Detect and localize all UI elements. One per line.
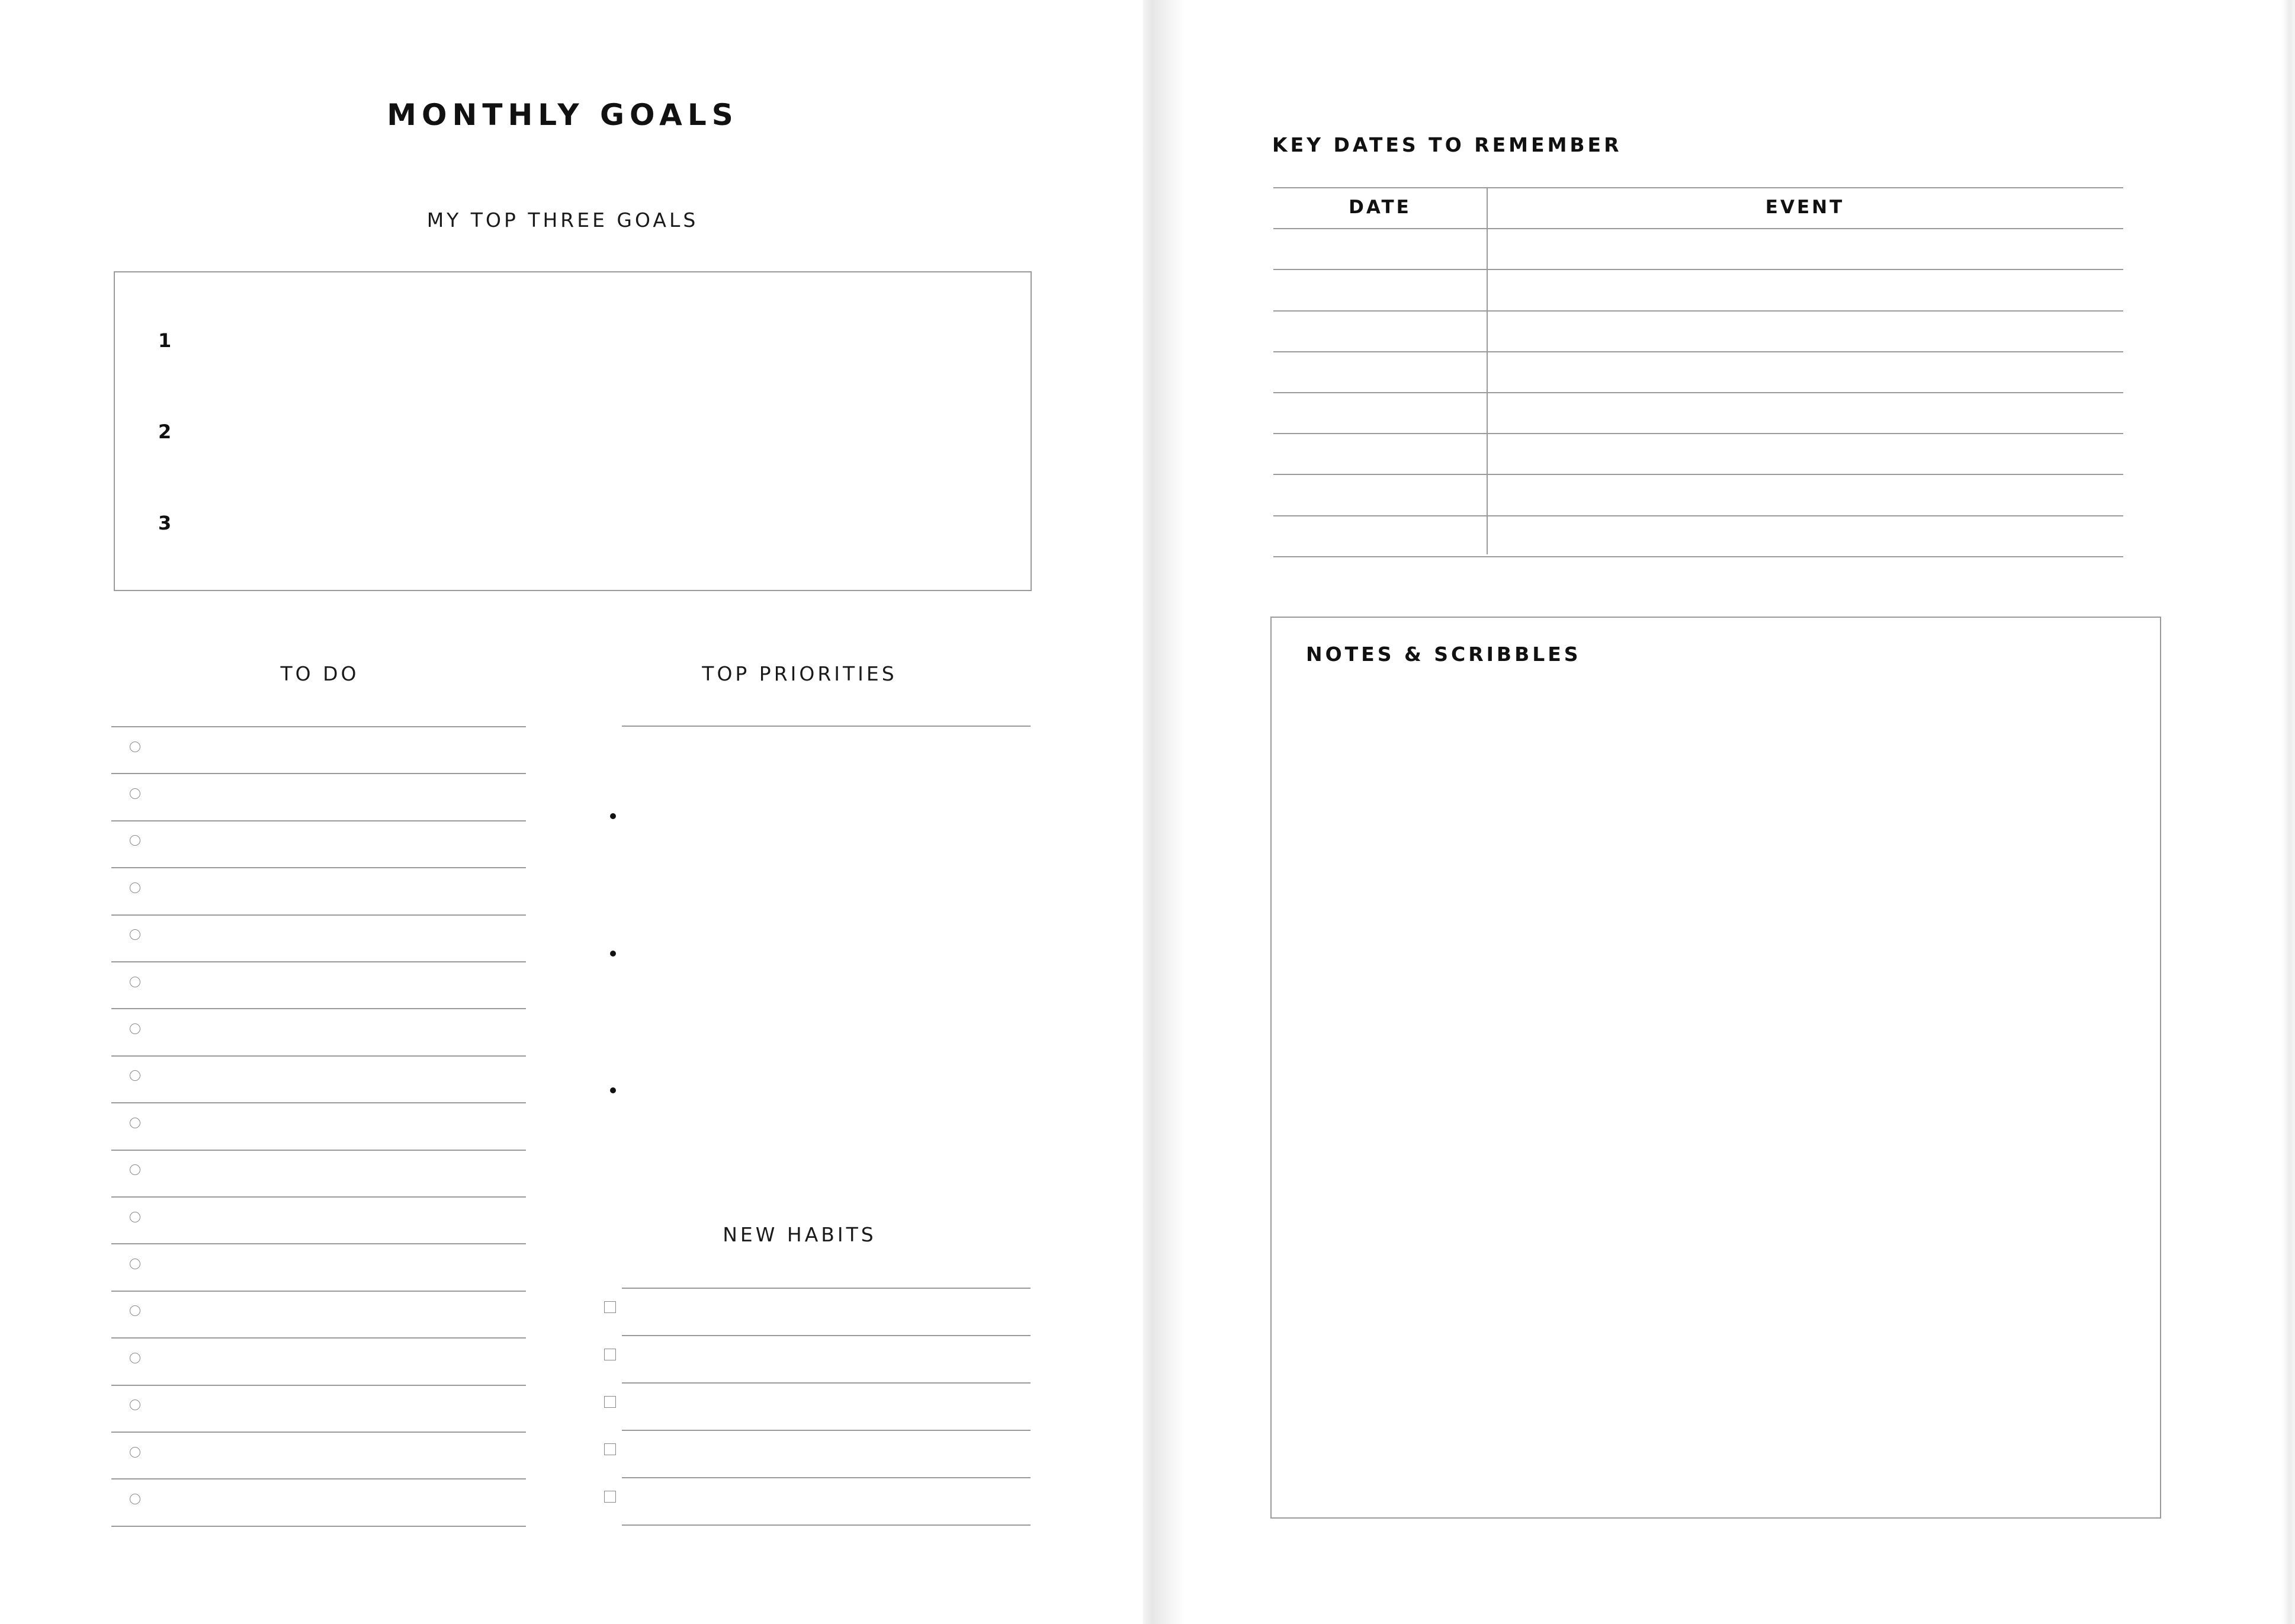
todo-row[interactable] [111,1479,526,1525]
priority-bullet [610,813,616,819]
date-cell[interactable] [1273,516,1487,556]
todo-radio[interactable] [130,977,140,987]
todo-row[interactable] [111,916,526,961]
todo-radio[interactable] [130,1353,140,1363]
habit-checkbox[interactable] [604,1491,616,1503]
todo-row[interactable] [111,1292,526,1337]
todo-row[interactable] [111,1244,526,1290]
todo-heading: TO DO [280,662,360,685]
todo-radio[interactable] [130,1070,140,1081]
todo-radio[interactable] [130,1447,140,1458]
habit-checkbox[interactable] [604,1443,616,1455]
goal-number-3: 3 [158,512,172,534]
todo-row[interactable] [111,1151,526,1196]
notes-heading: NOTES & SCRIBBLES [1306,643,1581,666]
event-cell[interactable] [1488,352,2123,392]
todo-row[interactable] [111,1198,526,1243]
habit-checkbox[interactable] [604,1349,616,1360]
habit-row[interactable] [598,1289,1031,1335]
priority-bullet [610,1087,616,1093]
todo-radio[interactable] [130,1212,140,1222]
notes-box[interactable] [1270,617,2161,1519]
todo-row[interactable] [111,774,526,820]
left-page [0,0,1143,1624]
todo-radio[interactable] [130,835,140,846]
todo-row[interactable] [111,1009,526,1055]
todo-row[interactable] [111,1433,526,1478]
todo-radio[interactable] [130,1023,140,1034]
top-goals-heading: MY TOP THREE GOALS [426,208,699,232]
date-cell[interactable] [1273,312,1487,351]
goal-number-2: 2 [158,421,172,443]
date-cell[interactable] [1273,229,1487,269]
todo-row[interactable] [111,727,526,773]
goal-number-1: 1 [158,329,172,352]
event-cell[interactable] [1488,229,2123,269]
todo-radio[interactable] [130,929,140,940]
todo-radio[interactable] [130,882,140,893]
todo-radio[interactable] [130,1305,140,1316]
event-cell[interactable] [1488,270,2123,310]
todo-radio[interactable] [130,1164,140,1175]
key-dates-heading: KEY DATES TO REMEMBER [1272,133,1622,156]
todo-row[interactable] [111,868,526,914]
habit-checkbox[interactable] [604,1301,616,1313]
date-cell[interactable] [1273,352,1487,392]
todo-rule [111,1526,526,1527]
table-rule [1273,556,2123,557]
date-cell[interactable] [1273,393,1487,433]
event-column-header: EVENT [1765,197,1845,218]
habit-row[interactable] [598,1431,1031,1477]
right-page [1146,0,2295,1624]
todo-row[interactable] [111,962,526,1008]
page-title: MONTHLY GOALS [387,98,739,132]
event-cell[interactable] [1488,393,2123,433]
todo-radio[interactable] [130,1118,140,1128]
date-cell[interactable] [1273,475,1487,515]
top-priorities-heading: TOP PRIORITIES [702,662,897,685]
todo-row[interactable] [111,821,526,867]
todo-row[interactable] [111,1339,526,1384]
todo-row[interactable] [111,1386,526,1432]
todo-radio[interactable] [130,1400,140,1410]
top-goals-box[interactable] [114,271,1032,591]
habit-row[interactable] [598,1478,1031,1524]
todo-radio[interactable] [130,788,140,799]
todo-row[interactable] [111,1057,526,1102]
todo-radio[interactable] [130,742,140,752]
event-cell[interactable] [1488,312,2123,351]
todo-radio[interactable] [130,1259,140,1269]
table-rule [1273,187,2123,188]
event-cell[interactable] [1488,516,2123,556]
habit-row[interactable] [598,1384,1031,1430]
event-cell[interactable] [1488,434,2123,474]
habit-checkbox[interactable] [604,1396,616,1408]
date-cell[interactable] [1273,270,1487,310]
habit-row[interactable] [598,1336,1031,1382]
new-habits-heading: NEW HABITS [723,1223,877,1246]
top-priorities-rule [622,726,1031,727]
event-cell[interactable] [1488,475,2123,515]
date-cell[interactable] [1273,434,1487,474]
todo-row[interactable] [111,1103,526,1149]
date-column-header: DATE [1349,197,1411,218]
todo-radio[interactable] [130,1494,140,1504]
habit-rule [622,1524,1031,1526]
priority-bullet [610,951,616,957]
